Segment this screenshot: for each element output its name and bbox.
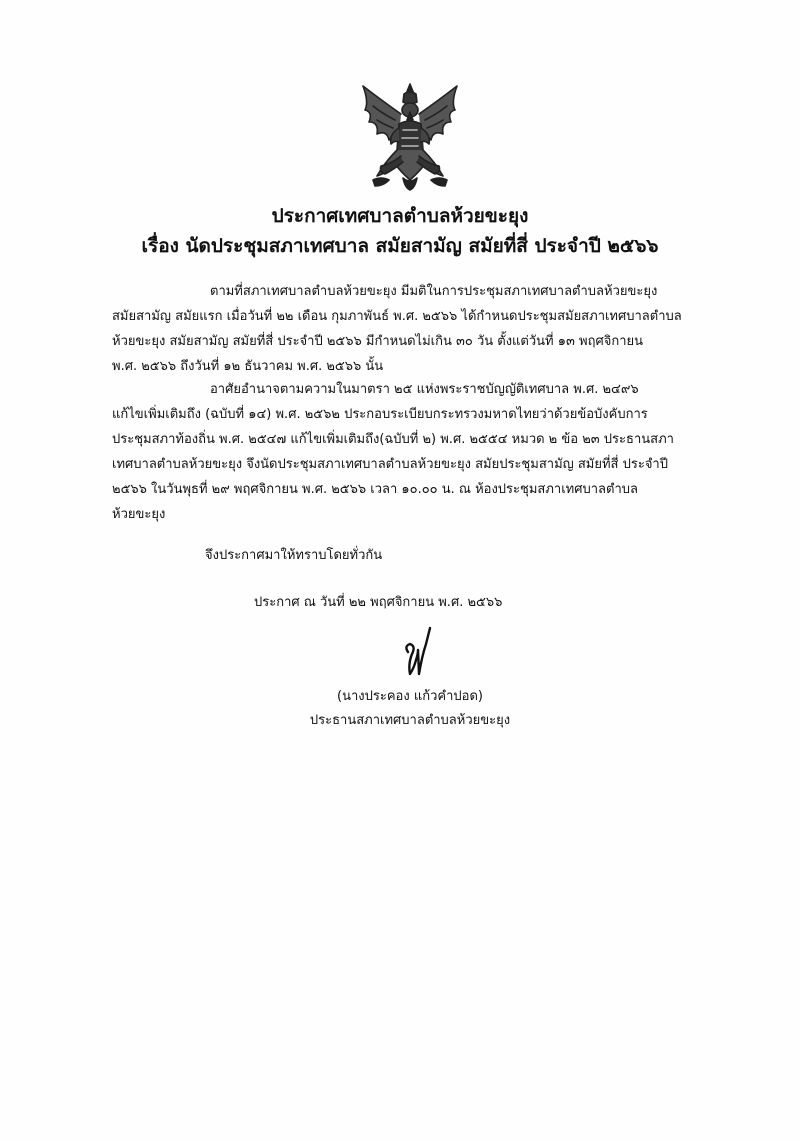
closing-statement: จึงประกาศมาให้ทราบโดยทั่วกัน [205,548,383,563]
signer-name: (นางประคอง แก้วคำปอด) [337,689,483,704]
paragraph-2 [112,377,686,527]
paragraph-line: ตามที่สภาเทศบาลตำบลห้วยขะยุง มีมติในการประชุมสภาเทศบาลตำบลห้วยขะยุง [210,284,658,299]
paragraph-line: อาศัยอำนาจตามความในมาตรา ๒๕ แห่งพระราชบัญญัติเทศบาล พ.ศ. ๒๔๙๖ [210,382,639,397]
announcement-subject: เรื่อง นัดประชุมสภาเทศบาล สมัยสามัญ สมัยที่สี่ ประจำปี ๒๕๖๖ [141,235,659,257]
paragraph-line: พ.ศ. ๒๕๖๖ ถึงวันที่ ๑๒ ธันวาคม พ.ศ. ๒๕๖๖ นั้น [112,359,384,374]
garuda-emblem-icon [355,80,465,192]
paragraph-line: สมัยสามัญ สมัยแรก เมื่อวันที่ ๒๒ เดือน กุมภาพันธ์ พ.ศ. ๒๕๖๖ ได้กำหนดประชุมสมัยสภาเทศบาลตำบล [112,309,682,324]
announcement-title: ประกาศเทศบาลตำบลห้วยขะยุง [271,205,529,227]
announcement-date: ประกาศ ณ วันที่ ๒๒ พฤศจิกายน พ.ศ. ๒๕๖๖ [254,595,503,610]
paragraph-line: เทศบาลตำบลห้วยขะยุง จึงนัดประชุมสภาเทศบาลตำบลห้วยขะยุง สมัยประชุมสามัญ สมัยที่สี่ ประจำปี [112,457,668,472]
handwritten-signature-icon [396,624,440,680]
paragraph-line: แก้ไขเพิ่มเติมถึง (ฉบับที่ ๑๔) พ.ศ. ๒๕๖๒ ประกอบระเบียบกระทรวงมหาดไทยว่าด้วยข้อบังคับการ [112,407,648,422]
signer-position: ประธานสภาเทศบาลตำบลห้วยขะยุง [309,713,511,728]
paragraph-1 [112,279,686,379]
paragraph-line: ประชุมสภาท้องถิ่น พ.ศ. ๒๕๔๗ แก้ไขเพิ่มเติมถึง(ฉบับที่ ๒) พ.ศ. ๒๕๕๔ หมวด ๒ ข้อ ๒๓ ประธานสภา [112,432,674,447]
paragraph-line: ห้วยขะยุง สมัยสามัญ สมัยที่สี่ ประจำปี ๒๕๖๖ มีกำหนดไม่เกิน ๓๐ วัน ตั้งแต่วันที่ ๑๓ พฤศจิกายน [112,334,644,349]
paragraph-line: ๒๕๖๖ ในวันพุธที่ ๒๙ พฤศจิกายน พ.ศ. ๒๕๖๖ เวลา ๑๐.๐๐ น. ณ ห้องประชุมสภาเทศบาลตำบล [112,482,638,497]
paragraph-line: ห้วยขะยุง [112,507,166,522]
